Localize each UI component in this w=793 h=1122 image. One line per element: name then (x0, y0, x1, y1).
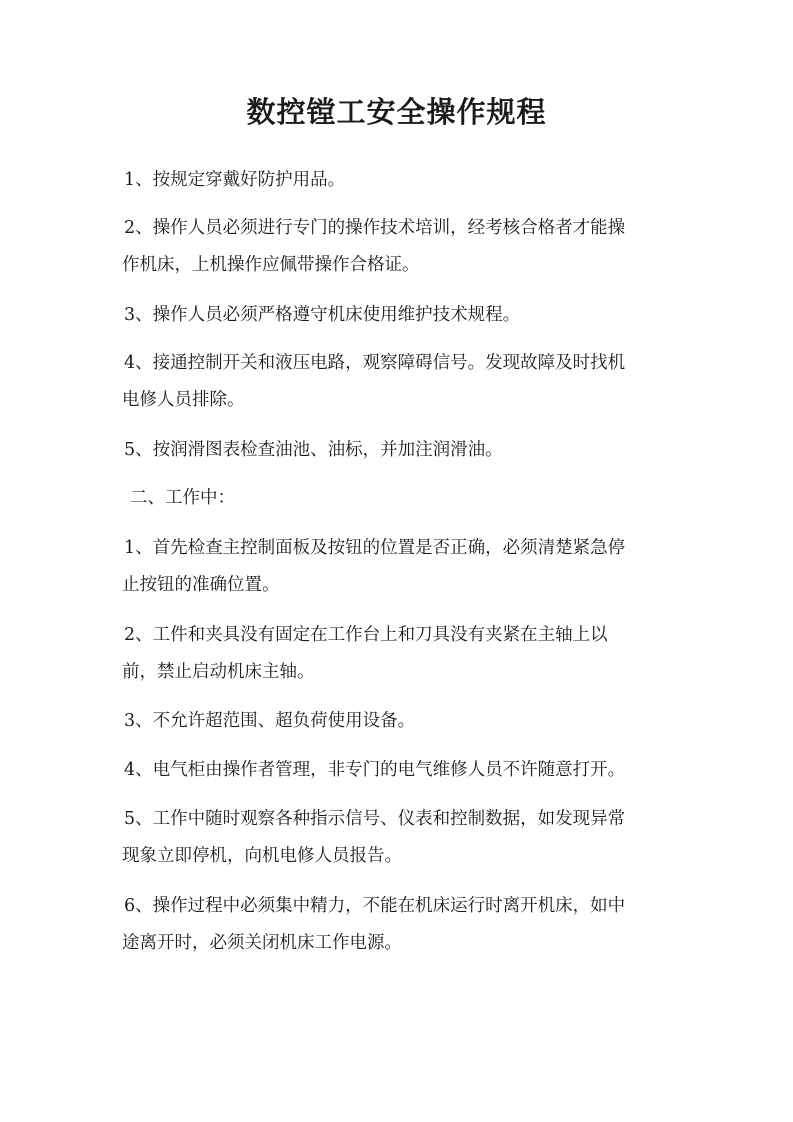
paragraph-2-line-1: 2、操作人员必须进行专门的操作技术培训，经考核合格者才能操 (124, 218, 626, 238)
paragraph-6-line-1: 1、首先检查主控制面板及按钮的位置是否正确，必须清楚紧急停 (124, 538, 626, 558)
paragraph-3-line-1: 3、操作人员必须严格遵守机床使用维护技术规程。 (124, 305, 521, 325)
paragraph-10-line-1: 5、工作中随时观察各种指示信号、仪表和控制数据，如发现异常 (124, 809, 626, 829)
paragraph-2-line-2: 作机床，上机操作应佩带操作合格证。 (122, 255, 420, 275)
paragraph-5-line-1: 5、按润滑图表检查油池、油标，并加注润滑油。 (124, 440, 503, 460)
section-heading-working: 二、工作中： (130, 488, 235, 508)
paragraph-6-line-2: 止按钮的准确位置。 (122, 575, 280, 595)
paragraph-4-line-2: 电修人员排除。 (122, 390, 245, 410)
paragraph-7-line-2: 前，禁止启动机床主轴。 (122, 662, 315, 682)
paragraph-7-line-1: 2、工件和夹具没有固定在工作台上和刀具没有夹紧在主轴上以 (124, 625, 608, 645)
paragraph-9-line-1: 4、电气柜由操作者管理，非专门的电气维修人员不许随意打开。 (124, 760, 626, 780)
paragraph-1-line-1: 1、按规定穿戴好防护用品。 (124, 170, 346, 190)
paragraph-11-line-2: 途离开时，必须关闭机床工作电源。 (122, 933, 402, 953)
document-title: 数控镗工安全操作规程 (246, 95, 547, 129)
paragraph-8-line-1: 3、不允许超范围、超负荷使用设备。 (124, 711, 416, 731)
paragraph-11-line-1: 6、操作过程中必须集中精力，不能在机床运行时离开机床，如中 (124, 896, 626, 916)
paragraph-4-line-1: 4、接通控制开关和液压电路，观察障碍信号。发现故障及时找机 (124, 353, 626, 373)
paragraph-10-line-2: 现象立即停机，向机电修人员报告。 (122, 846, 402, 866)
